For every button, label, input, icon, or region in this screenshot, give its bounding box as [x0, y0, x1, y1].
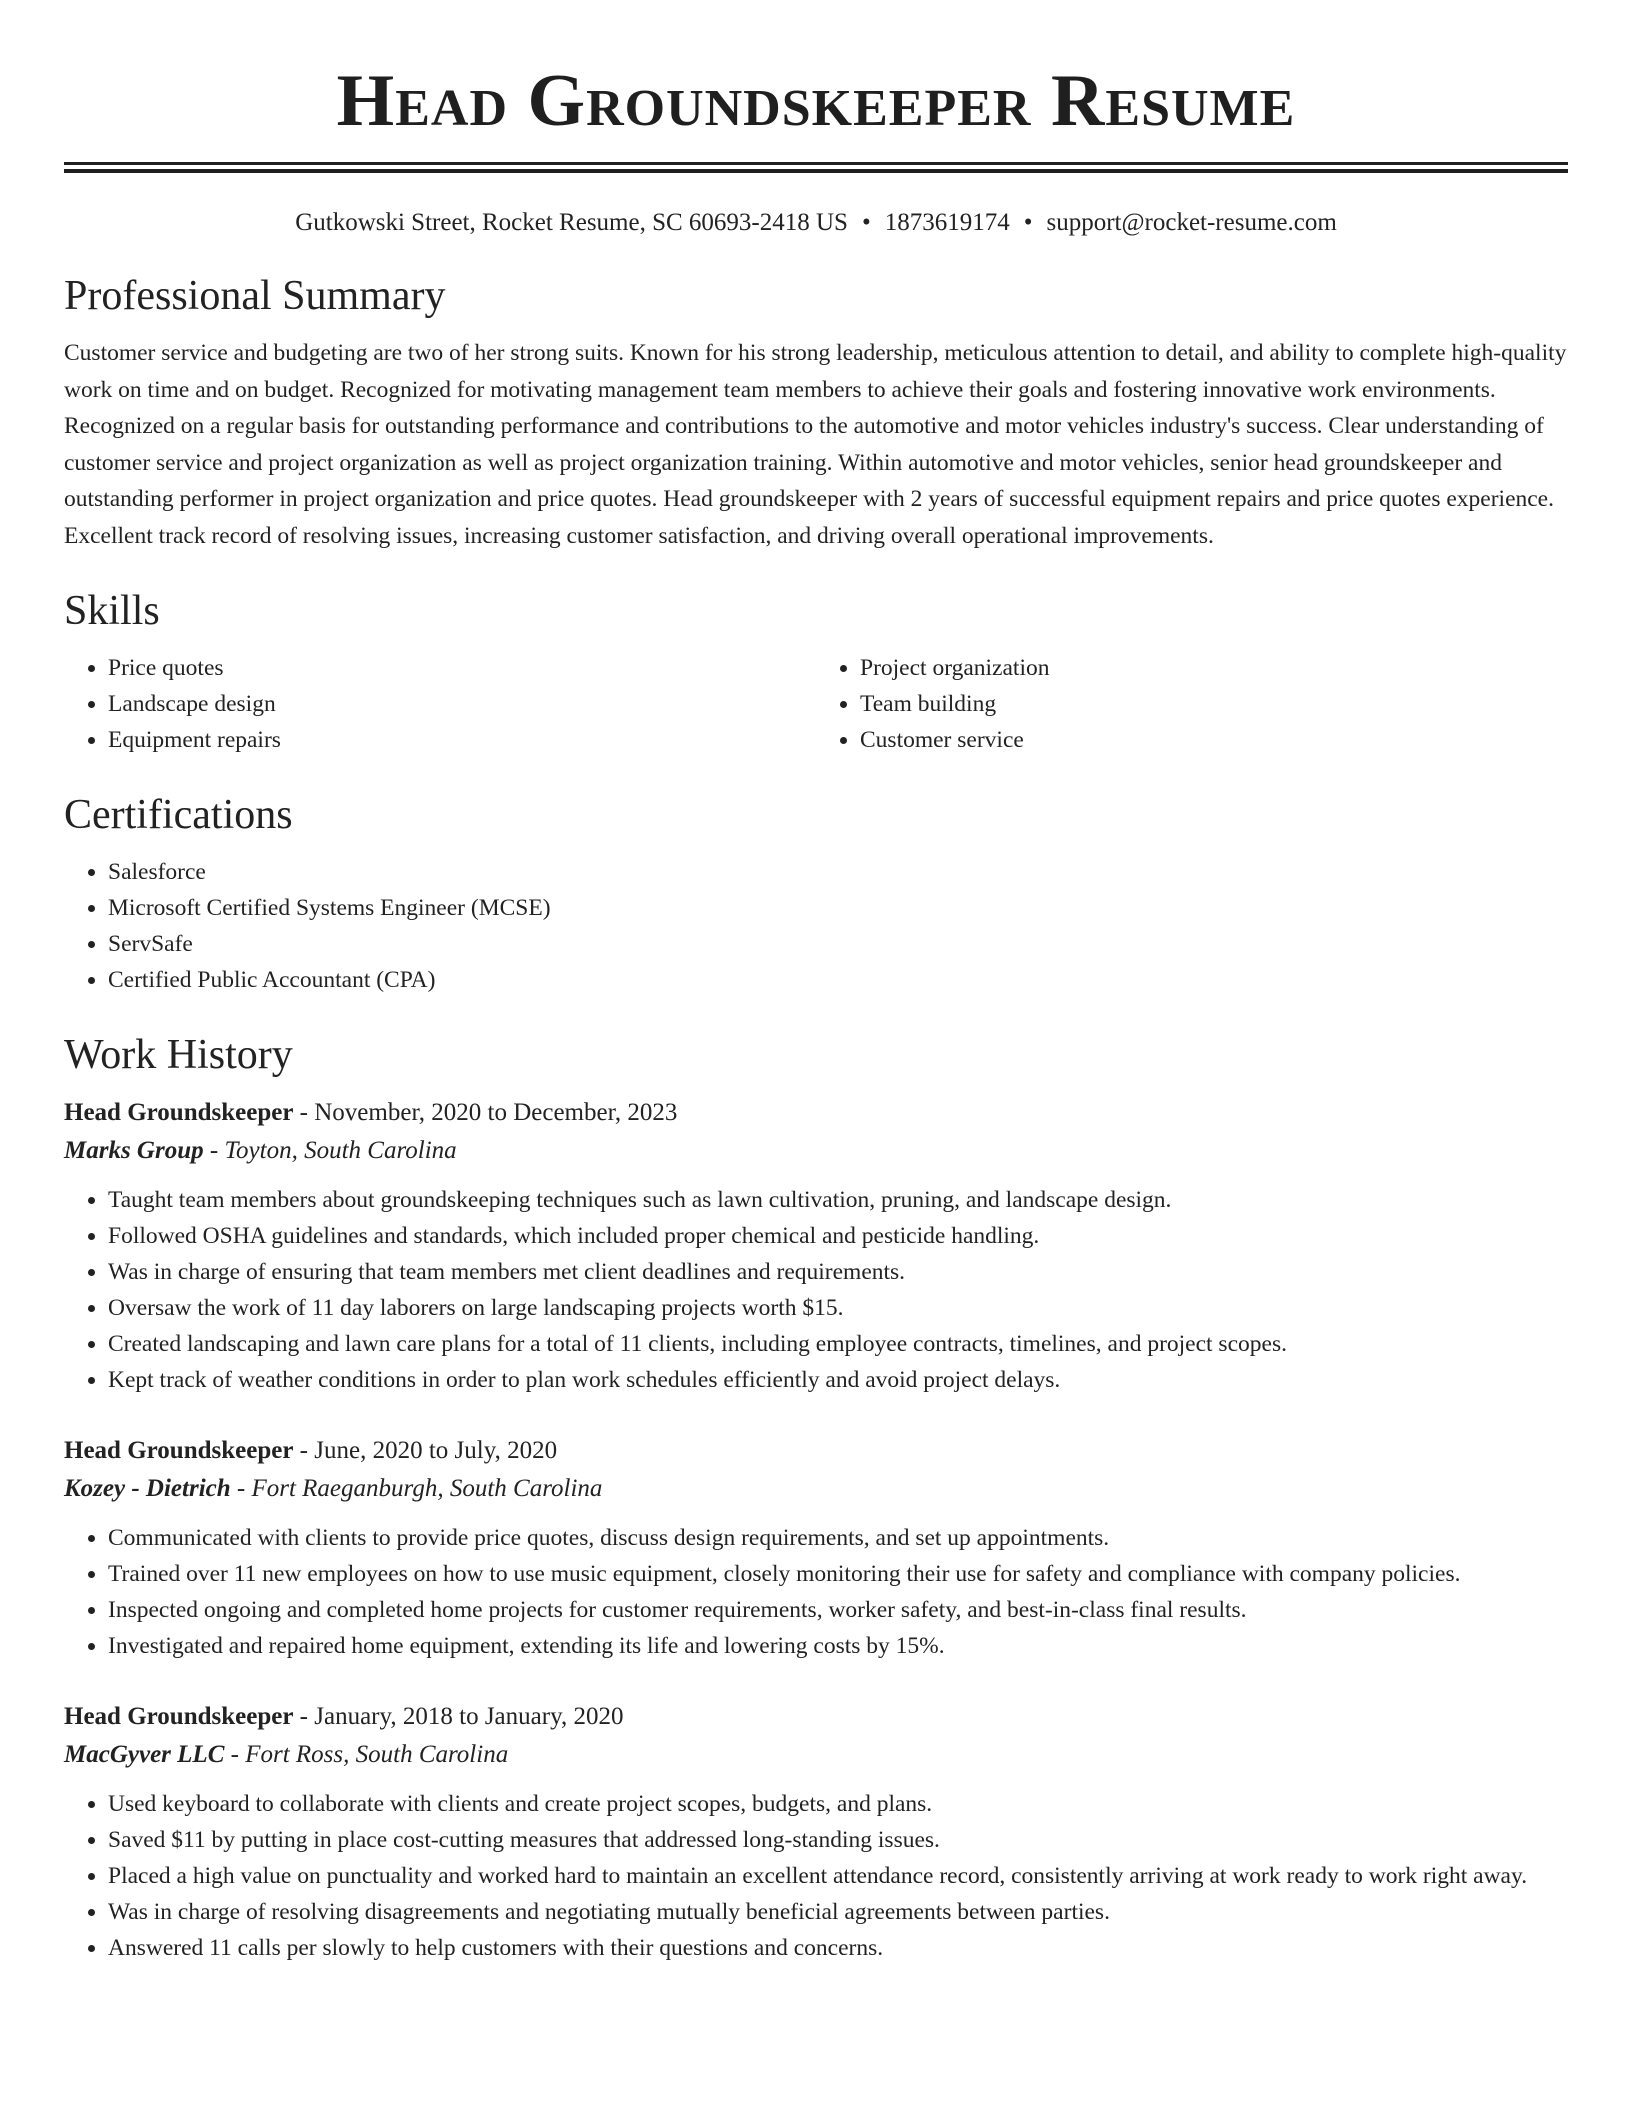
- job-bullet: • Investigated and repaired home equipment, extending its life and lowering costs by 15%.: [108, 1628, 1568, 1664]
- job-location: Toyton, South Carolina: [224, 1137, 457, 1164]
- job-bullet: • Answered 11 calls per slowly to help customers with their questions and concerns.: [108, 1930, 1568, 1966]
- job-company: MacGyver LLC: [64, 1741, 225, 1768]
- job-entry: [64, 1698, 1568, 1966]
- certification-item: • Microsoft Certified Systems Engineer (MCSE): [108, 890, 1568, 926]
- job-bullet: • Followed OSHA guidelines and standards, which included proper chemical and pesticide handling.: [108, 1218, 1568, 1254]
- contact-phone: 1873619174: [884, 209, 1010, 236]
- job-header: Head Groundskeeper - June, 2020 to July, 2020: [64, 1437, 558, 1464]
- job-company-line: MacGyver LLC - Fort Ross, South Carolina: [64, 1741, 509, 1768]
- job-header: Head Groundskeeper - January, 2018 to January, 2020: [64, 1703, 624, 1730]
- job-location: Fort Raeganburgh, South Carolina: [251, 1475, 603, 1502]
- summary-text: Customer service and budgeting are two of her strong suits. Known for his strong leadership, meticulous attention to detail, and ability to complete high-quality work on time and on budget. Recognized for motivating management team members to achieve their goals and fostering innovative work environments. Recognized on a regular basis for outstanding performance and contributions to the automotive and motor vehicles industry's success. Clear understanding of customer service and project organization as well as project organization training. Within automotive and motor vehicles, senior head groundskeeper and outstanding performer in project organization and price quotes. Head groundskeeper with 2 years of successful equipment repairs and price quotes experience. Excellent track record of resolving issues, increasing customer satisfaction, and driving overall operational improvements.: [64, 340, 1567, 549]
- job-bullet: • Oversaw the work of 11 day laborers on large landscaping projects worth $15.: [108, 1290, 1568, 1326]
- job-company-line: Kozey - Dietrich - Fort Raeganburgh, South Carolina: [64, 1475, 603, 1502]
- skills-heading: Skills: [64, 588, 160, 634]
- certification-item: • ServSafe: [108, 926, 1568, 962]
- job-bullets: [64, 1786, 1568, 1966]
- skill-item: • Team building: [860, 686, 1568, 722]
- job-bullet: • Communicated with clients to provide price quotes, discuss design requirements, and set up appointments.: [108, 1520, 1568, 1556]
- job-header: Head Groundskeeper - November, 2020 to December, 2023: [64, 1099, 678, 1126]
- job-title: Head Groundskeeper: [64, 1437, 294, 1464]
- skill-item: • Price quotes: [108, 650, 816, 686]
- job-dates: June, 2020 to July, 2020: [314, 1437, 558, 1464]
- skills-column-right: [816, 650, 1568, 758]
- job-bullet: • Saved $11 by putting in place cost-cutting measures that addressed long-standing issues.: [108, 1822, 1568, 1858]
- summary-heading: Professional Summary: [64, 273, 446, 319]
- title-divider: [64, 162, 1568, 173]
- certification-item: • Certified Public Accountant (CPA): [108, 962, 1568, 998]
- skills-column-left: [64, 650, 816, 758]
- job-bullet: • Was in charge of resolving disagreements and negotiating mutually beneficial agreements between parties.: [108, 1894, 1568, 1930]
- contact-email: support@rocket-resume.com: [1046, 209, 1337, 236]
- job-company-line: Marks Group - Toyton, South Carolina: [64, 1137, 457, 1164]
- job-title: Head Groundskeeper: [64, 1703, 294, 1730]
- job-company: Marks Group: [64, 1137, 204, 1164]
- skill-item: • Customer service: [860, 722, 1568, 758]
- job-bullet: • Taught team members about groundskeeping techniques such as lawn cultivation, pruning, and landscape design.: [108, 1182, 1568, 1218]
- contact-address: Gutkowski Street, Rocket Resume, SC 60693-2418 US: [295, 209, 848, 236]
- certifications-heading: Certifications: [64, 792, 293, 838]
- job-bullet: • Used keyboard to collaborate with clients and create project scopes, budgets, and plans.: [108, 1786, 1568, 1822]
- job-location: Fort Ross, South Carolina: [245, 1741, 509, 1768]
- skill-item: • Equipment repairs: [108, 722, 816, 758]
- job-bullet: • Kept track of weather conditions in order to plan work schedules efficiently and avoid project delays.: [108, 1362, 1568, 1398]
- job-title: Head Groundskeeper: [64, 1099, 294, 1126]
- contact-separator: •: [1023, 209, 1033, 236]
- skills-list: [64, 650, 1568, 758]
- job-bullet: • Was in charge of ensuring that team members met client deadlines and requirements.: [108, 1254, 1568, 1290]
- skill-item: • Landscape design: [108, 686, 816, 722]
- job-dates: January, 2018 to January, 2020: [314, 1703, 624, 1730]
- contact-line: [64, 207, 1568, 239]
- job-bullet: • Inspected ongoing and completed home projects for customer requirements, worker safety, and best-in-class final results.: [108, 1592, 1568, 1628]
- job-entry: [64, 1432, 1568, 1664]
- certification-item: • Salesforce: [108, 854, 1568, 890]
- work-history-heading: Work History: [64, 1032, 293, 1078]
- job-entry: [64, 1094, 1568, 1398]
- job-bullets: [64, 1520, 1568, 1664]
- job-company: Kozey - Dietrich: [64, 1475, 231, 1502]
- job-dates: November, 2020 to December, 2023: [314, 1099, 678, 1126]
- contact-separator: •: [861, 209, 871, 236]
- skill-item: • Project organization: [860, 650, 1568, 686]
- job-bullet: • Trained over 11 new employees on how to use music equipment, closely monitoring their use for safety and compliance with company policies.: [108, 1556, 1568, 1592]
- job-bullets: [64, 1182, 1568, 1398]
- certifications-list: [64, 854, 1568, 998]
- job-bullet: • Created landscaping and lawn care plans for a total of 11 clients, including employee contracts, timelines, and project scopes.: [108, 1326, 1568, 1362]
- resume-title: Head Groundskeeper Resume: [336, 60, 1296, 142]
- job-bullet: • Placed a high value on punctuality and worked hard to maintain an excellent attendance record, consistently arriving at work ready to work right away.: [108, 1858, 1568, 1894]
